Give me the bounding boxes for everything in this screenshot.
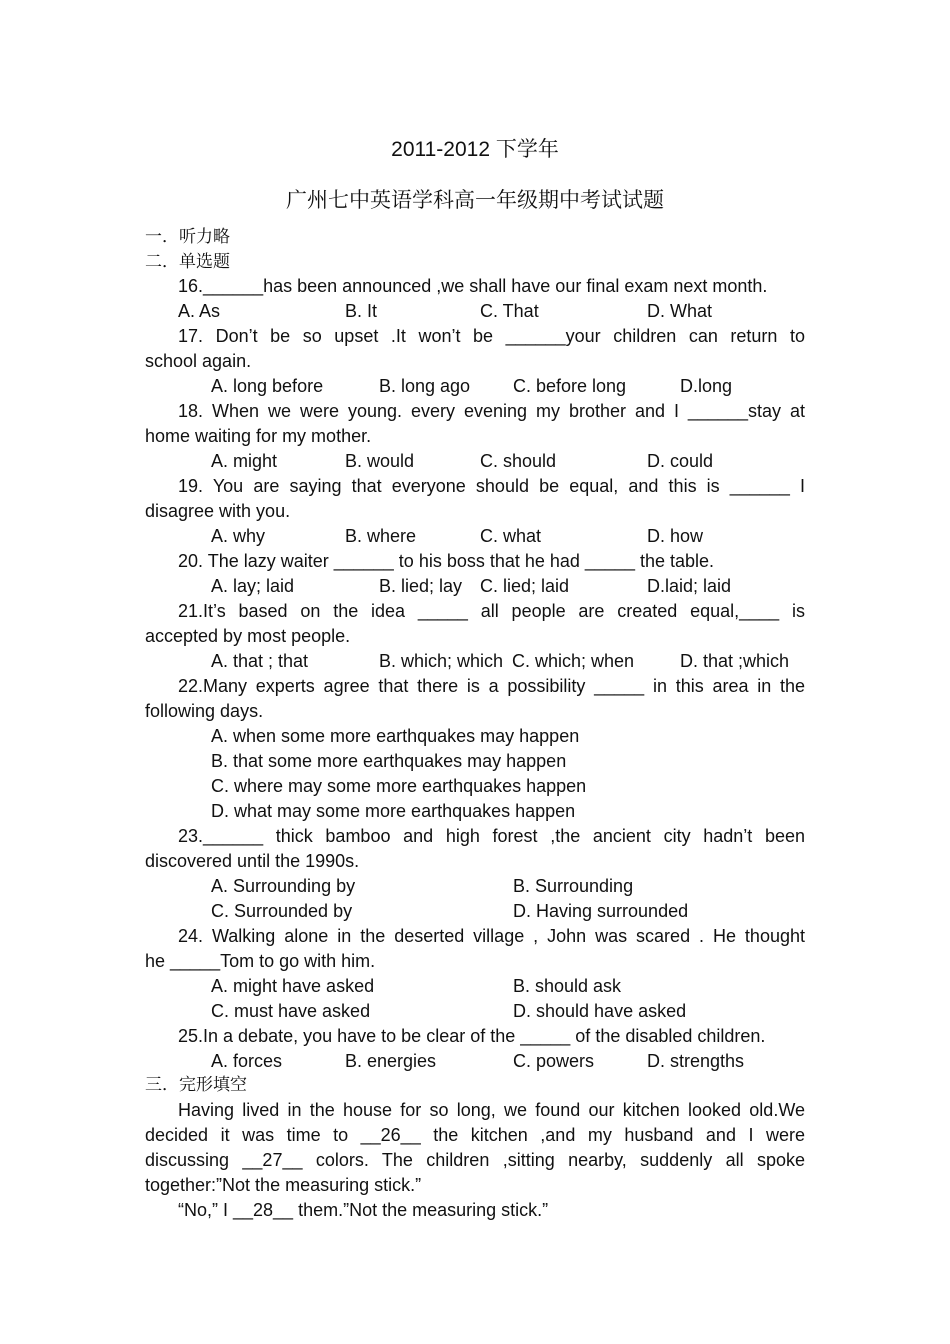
question-23-stem-cont: discovered until the 1990s.	[145, 851, 360, 871]
question-25-option-a: A. forces	[211, 1051, 283, 1071]
question-19-option-b: B. where	[345, 526, 417, 546]
question-16-option-a: A. As	[178, 301, 221, 321]
question-18-option-d: D. could	[647, 451, 714, 471]
exam-year-title: 2011-2012 下学年	[391, 138, 559, 161]
question-23-stem: 23.______ thick bamboo and high forest ,the ancient city hadn’t been	[178, 826, 805, 846]
question-19-stem: 19. You are saying that everyone should be equal, and this is ______ I	[178, 476, 805, 496]
question-21-stem: 21.It’s based on the idea _____ all people are created equal,____ is	[178, 601, 805, 621]
question-16-option-c: C. That	[480, 301, 539, 321]
question-17-stem: 17. Don’t be so upset .It won’t be ______your children can return to	[178, 326, 805, 346]
question-25-stem: 25.In a debate, you have to be clear of the _____ of the disabled children.	[178, 1026, 766, 1046]
cloze-paragraph-1-line-1: Having lived in the house for so long, we found our kitchen looked old.We	[178, 1100, 805, 1120]
question-18-stem-cont: home waiting for my mother.	[145, 426, 372, 446]
question-16-option-d: D. What	[647, 301, 713, 321]
question-24-option-a: A. might have asked	[211, 976, 375, 996]
question-18-option-a: A. might	[211, 451, 278, 471]
question-24-stem-cont: he _____Tom to go with him.	[145, 951, 376, 971]
section-single-choice: 二．单选题	[145, 252, 230, 272]
question-19-option-c: C. what	[480, 526, 542, 546]
question-19-stem-cont: disagree with you.	[145, 501, 291, 521]
section-cloze: 三．完形填空	[145, 1075, 247, 1095]
question-20-stem: 20. The lazy waiter ______ to his boss that he had _____ the table.	[178, 551, 715, 571]
question-21-option-b: B. which; which	[379, 651, 504, 671]
question-19-option-d: D. how	[647, 526, 704, 546]
question-22-option-a: A. when some more earthquakes may happen	[211, 726, 580, 746]
question-22-stem: 22.Many experts agree that there is a possibility _____ in this area in the	[178, 676, 805, 696]
cloze-paragraph-1-line-4: together:”Not the measuring stick.”	[145, 1175, 422, 1195]
question-17-option-d: D.long	[680, 376, 733, 396]
question-18-option-c: C. should	[480, 451, 557, 471]
question-25-option-d: D. strengths	[647, 1051, 745, 1071]
question-17-option-b: B. long ago	[379, 376, 471, 396]
question-19-option-a: A. why	[211, 526, 266, 546]
question-17-option-a: A. long before	[211, 376, 324, 396]
question-23-option-a: A. Surrounding by	[211, 876, 356, 896]
question-20-option-b: B. lied; lay	[379, 576, 463, 596]
question-21-option-c: C. which; when	[512, 651, 635, 671]
question-23-option-b: B. Surrounding	[513, 876, 634, 896]
section-listening: 一．听力略	[145, 227, 230, 247]
exam-title: 广州七中英语学科高一年级期中考试试题	[286, 188, 664, 212]
question-24-option-d: D. should have asked	[513, 1001, 687, 1021]
question-22-option-c: C. where may some more earthquakes happen	[211, 776, 587, 796]
question-21-stem-cont: accepted by most people.	[145, 626, 351, 646]
question-23-option-d: D. Having surrounded	[513, 901, 689, 921]
question-22-stem-cont: following days.	[145, 701, 264, 721]
question-18-option-b: B. would	[345, 451, 415, 471]
question-21-option-d: D. that ;which	[680, 651, 790, 671]
question-24-stem: 24. Walking alone in the deserted village , John was scared . He thought	[178, 926, 805, 946]
question-21-option-a: A. that ; that	[211, 651, 309, 671]
question-24-option-b: B. should ask	[513, 976, 622, 996]
question-17-stem-cont: school again.	[145, 351, 252, 371]
question-25-option-c: C. powers	[513, 1051, 595, 1071]
question-24-option-c: C. must have asked	[211, 1001, 371, 1021]
question-16-stem: 16.______has been announced ,we shall have our final exam next month.	[178, 276, 768, 296]
question-18-stem: 18. When we were young. every evening my brother and I ______stay at	[178, 401, 805, 421]
cloze-paragraph-1-line-2: decided it was time to __26__ the kitchen ,and my husband and I were	[145, 1125, 805, 1145]
cloze-paragraph-1-line-3: discussing __27__ colors. The children ,sitting nearby, suddenly all spoke	[145, 1150, 805, 1170]
question-20-option-a: A. lay; laid	[211, 576, 295, 596]
question-22-option-b: B. that some more earthquakes may happen	[211, 751, 567, 771]
question-17-option-c: C. before long	[513, 376, 627, 396]
question-20-option-c: C. lied; laid	[480, 576, 570, 596]
question-22-option-d: D. what may some more earthquakes happen	[211, 801, 576, 821]
cloze-paragraph-2-line-1: “No,” I __28__ them.”Not the measuring stick.”	[178, 1200, 549, 1220]
question-20-option-d: D.laid; laid	[647, 576, 732, 596]
question-16-option-b: B. It	[345, 301, 378, 321]
question-25-option-b: B. energies	[345, 1051, 437, 1071]
question-23-option-c: C. Surrounded by	[211, 901, 353, 921]
